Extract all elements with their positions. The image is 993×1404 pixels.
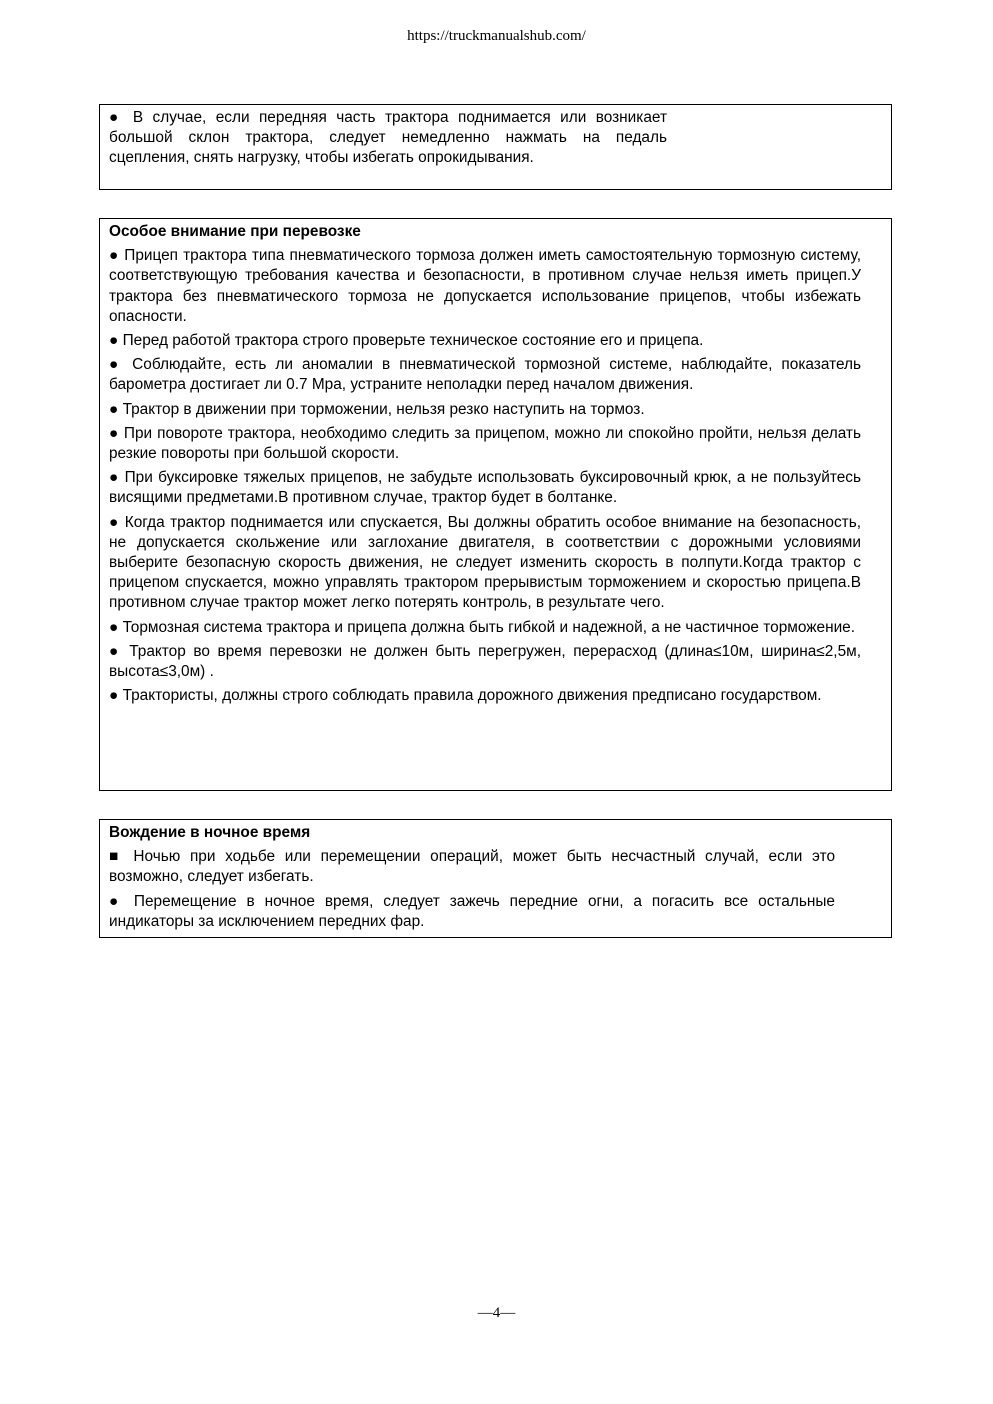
bullet-paragraph: ● Трактор во время перевозки не должен быть перегружен, перерасход (длина≤10м, ширина≤2,5м, высота≤3,0м) . bbox=[109, 642, 861, 681]
bullet-paragraph: ● Трактор в движении при торможении, нельзя резко наступить на тормоз. bbox=[109, 400, 645, 418]
bullet-paragraph: ● Перед работой трактора строго проверьте техническое состояние его и прицепа. bbox=[109, 332, 704, 350]
bullet-paragraph: ● При буксировке тяжелых прицепов, не забудьте использовать буксировочный крюк, а не пользуйтесь висящими предметами.В противном случае, трактор будет в болтанке. bbox=[109, 469, 861, 507]
bullet-paragraph: ● При повороте трактора, необходимо следить за прицепом, можно ли спокойно пройти, нельзя делать резкие повороты при большой скорости. bbox=[109, 424, 861, 463]
bullet-paragraph: ● Прицеп трактора типа пневматического тормоза должен иметь самостоятельную тормозную систему, соответствующую требования качества и безопасности, в противном случае нельзя иметь прицеп.У трактора без пневматического тормоза не допускается использование прицепов, чтобы избежать опасности. bbox=[109, 247, 861, 325]
section-transport-attention bbox=[99, 218, 892, 791]
bullet-paragraph: ● Тормозная система трактора и прицепа должна быть гибкой и надежной, а не частичное торможение. bbox=[109, 618, 856, 636]
warning-box-incline bbox=[99, 104, 892, 190]
bullet-paragraph: ● В случае, если передняя часть трактора поднимается или возникает большой склон трактора, следует немедленно нажмать на педаль сцепления, снять нагрузку, чтобы избегать опрокидывания. bbox=[109, 109, 667, 167]
header-url: https://truckmanualshub.com/ bbox=[407, 28, 586, 44]
page-number: —4— bbox=[477, 1305, 516, 1321]
bullet-paragraph: ● Трактористы, должны строго соблюдать правила дорожного движения предписано государством. bbox=[109, 687, 822, 705]
bullet-paragraph: ● Когда трактор поднимается или спускается, Вы должны обратить особое внимание на безопасность, не допускается скольжение или заглохание двигателя, в соответствии с дорожными условиями выберите безопасную скорость движения, не следует изменить скорость в полпути.Когда трактор с прицепом спускается, можно управлять трактором прерывистым торможением и скоростью прицепа.В противном случае трактор может легко потерять контроль, в результате чего. bbox=[109, 513, 861, 612]
bullet-paragraph: ● Соблюдайте, есть ли аномалии в пневматической тормозной системе, наблюдайте, показатель барометра достигает ли 0.7 Mpa, устраните неполадки перед началом движения. bbox=[109, 356, 861, 394]
bullet-paragraph: ■ Ночью при ходьбе или перемещении операций, может быть несчастный случай, если это возможно, следует избегать. bbox=[109, 848, 835, 886]
bullet-paragraph: ● Перемещение в ночное время, следует зажечь передние огни, а погасить все остальные индикаторы за исключением передних фар. bbox=[109, 892, 835, 930]
section-title: Вождение в ночное время bbox=[109, 824, 311, 841]
section-title: Особое внимание при перевозке bbox=[109, 223, 361, 240]
section-night-driving bbox=[99, 819, 892, 938]
